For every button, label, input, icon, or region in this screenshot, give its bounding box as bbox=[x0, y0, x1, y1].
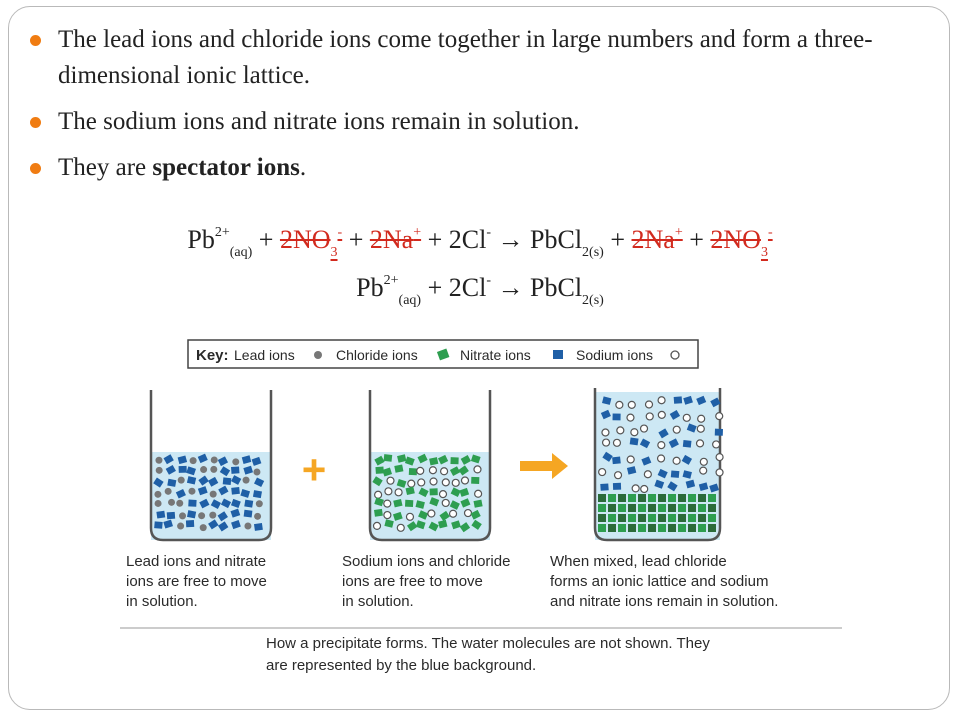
lattice-ion bbox=[608, 494, 616, 502]
lead-ion bbox=[156, 467, 163, 474]
eq-plus: + bbox=[427, 225, 443, 254]
sodium-ion bbox=[641, 425, 648, 432]
lead-ion bbox=[178, 477, 185, 484]
sodium-ion bbox=[617, 427, 624, 434]
caption-3-line: forms an ionic lattice and sodium bbox=[550, 573, 769, 590]
lattice-ion bbox=[688, 494, 696, 502]
nitrate-ion bbox=[683, 440, 692, 448]
lattice-ion bbox=[678, 504, 686, 512]
sodium-ion bbox=[474, 466, 481, 473]
lead-ion bbox=[254, 513, 261, 520]
nitrate-ion bbox=[167, 512, 175, 519]
sodium-ion bbox=[430, 478, 437, 485]
lead-ion bbox=[168, 499, 175, 506]
full-ionic-equation bbox=[0, 218, 960, 268]
lattice-ion bbox=[648, 524, 656, 532]
eq-arrow: → bbox=[497, 273, 524, 302]
sodium-ion bbox=[616, 401, 623, 408]
lattice-ion bbox=[638, 514, 646, 522]
sodium-ion bbox=[602, 429, 609, 436]
chloride-ion bbox=[384, 454, 393, 462]
eq-charge: - bbox=[337, 225, 343, 240]
nitrate-ion bbox=[674, 396, 682, 403]
lattice-ion bbox=[618, 514, 626, 522]
sodium-ion bbox=[442, 499, 449, 506]
lattice-ion bbox=[618, 494, 626, 502]
sodium-ion bbox=[417, 467, 424, 474]
sodium-ion bbox=[375, 491, 382, 498]
nitrate-ion bbox=[186, 520, 194, 527]
figure-footer-line: How a precipitate forms. The water molecules are not shown. They bbox=[266, 635, 710, 652]
lead-ion bbox=[210, 466, 217, 473]
chloride-ion bbox=[450, 457, 458, 464]
lead-ion bbox=[243, 477, 250, 484]
chloride-ion bbox=[374, 509, 383, 517]
nitrate-ion bbox=[231, 487, 240, 495]
caption-2-line: Sodium ions and chloride bbox=[342, 553, 511, 570]
sodium-ion bbox=[673, 457, 680, 464]
eq-state: (aq) bbox=[229, 245, 253, 260]
sodium-ion bbox=[384, 500, 391, 507]
eq-charge: - bbox=[767, 225, 773, 240]
sodium-ion bbox=[632, 485, 639, 492]
struck-nitrate-term bbox=[279, 225, 343, 260]
lead-ion bbox=[155, 457, 162, 464]
lead-ion bbox=[253, 468, 260, 475]
lattice-ion bbox=[708, 504, 716, 512]
lattice-ion bbox=[698, 494, 706, 502]
struck-sodium-term bbox=[370, 225, 421, 254]
nitrate-ion bbox=[231, 466, 239, 473]
nitrate-ion bbox=[600, 483, 608, 490]
lattice-ion bbox=[638, 504, 646, 512]
sodium-ion bbox=[697, 440, 704, 447]
eq-term: 2NO bbox=[710, 225, 761, 254]
lead-ion bbox=[188, 488, 195, 495]
lattice-ion bbox=[658, 514, 666, 522]
grey-circle-icon bbox=[314, 351, 322, 359]
sodium-ion bbox=[385, 488, 392, 495]
lead-ion bbox=[155, 500, 162, 507]
nitrate-ion bbox=[630, 437, 639, 445]
lattice-ion bbox=[678, 514, 686, 522]
eq-arrow: → bbox=[497, 225, 524, 254]
sodium-ion bbox=[697, 425, 704, 432]
lead-ion bbox=[177, 523, 184, 530]
lattice-ion bbox=[708, 514, 716, 522]
lattice-ion bbox=[648, 494, 656, 502]
lattice-ion bbox=[688, 514, 696, 522]
lattice-ion bbox=[608, 504, 616, 512]
lattice-ion bbox=[608, 524, 616, 532]
lattice-ion bbox=[698, 524, 706, 532]
lattice-ion bbox=[598, 494, 606, 502]
key-label-sodium: Sodium ions bbox=[576, 347, 654, 363]
lead-ion bbox=[211, 456, 218, 463]
caption-1-line: ions are free to move bbox=[126, 573, 267, 590]
plus-symbol: + bbox=[301, 446, 327, 493]
eq-subscript: 2(s) bbox=[582, 293, 604, 308]
sodium-ion bbox=[397, 524, 404, 531]
lattice-ion bbox=[638, 494, 646, 502]
lead-ion bbox=[154, 491, 161, 498]
eq-plus: + bbox=[348, 225, 364, 254]
lattice-ion bbox=[668, 504, 676, 512]
lattice-ion bbox=[668, 514, 676, 522]
sodium-ion bbox=[440, 491, 447, 498]
lattice-ion bbox=[628, 514, 636, 522]
struck-sodium-term bbox=[632, 225, 683, 254]
sodium-ion bbox=[698, 415, 705, 422]
bullet-item bbox=[30, 104, 920, 140]
caption-1-line: Lead ions and nitrate bbox=[126, 553, 267, 570]
sodium-ion bbox=[395, 489, 402, 496]
sodium-ion bbox=[442, 479, 449, 486]
lattice-ion bbox=[668, 494, 676, 502]
eq-plus: + bbox=[427, 273, 443, 302]
eq-plus: + bbox=[258, 225, 274, 254]
sodium-ion bbox=[475, 490, 482, 497]
lattice-ion bbox=[648, 514, 656, 522]
precipitate-figure bbox=[120, 330, 842, 682]
chloride-ion bbox=[430, 488, 438, 495]
sodium-ion bbox=[631, 429, 638, 436]
blue-square-icon bbox=[553, 350, 563, 359]
key-title: Key: bbox=[196, 347, 229, 364]
eq-charge: + bbox=[674, 225, 683, 240]
sodium-ion bbox=[406, 513, 413, 520]
nitrate-ion bbox=[613, 483, 621, 490]
lattice-ion bbox=[658, 504, 666, 512]
eq-term: PbCl bbox=[530, 273, 583, 302]
sodium-ion bbox=[658, 442, 665, 449]
lead-ion bbox=[232, 458, 239, 465]
sodium-ion bbox=[627, 456, 634, 463]
eq-term: Pb bbox=[187, 225, 215, 254]
sodium-ion bbox=[603, 439, 610, 446]
lead-ion bbox=[256, 500, 263, 507]
sodium-ion bbox=[450, 510, 457, 517]
sodium-ion bbox=[627, 414, 634, 421]
lattice-ion bbox=[678, 494, 686, 502]
lead-ion bbox=[176, 500, 183, 507]
lead-ion bbox=[179, 512, 186, 519]
sodium-ion bbox=[452, 479, 459, 486]
sodium-ion bbox=[628, 401, 635, 408]
lead-ion bbox=[190, 457, 197, 464]
key-label-chloride: Chloride ions bbox=[336, 347, 418, 363]
eq-term: 2Na bbox=[369, 225, 414, 254]
bold-term: spectator ions bbox=[152, 154, 300, 181]
sodium-ion bbox=[716, 413, 723, 420]
sodium-ion bbox=[418, 479, 425, 486]
bullet-item bbox=[30, 150, 920, 186]
sodium-ion bbox=[464, 510, 471, 517]
eq-subscript: 3 bbox=[760, 245, 768, 260]
nitrate-ion bbox=[167, 479, 176, 487]
sodium-ion bbox=[441, 468, 448, 475]
lead-ion bbox=[200, 466, 207, 473]
lattice-ion bbox=[658, 494, 666, 502]
caption-3-line: When mixed, lead chloride bbox=[550, 553, 727, 570]
eq-term: 2Cl bbox=[448, 225, 487, 254]
bullet-item bbox=[30, 22, 920, 94]
nitrate-ion bbox=[671, 470, 680, 477]
precipitate-diagram bbox=[120, 330, 842, 682]
nitrate-ion bbox=[254, 523, 263, 531]
bullet-text: The sodium ions and nitrate ions remain in solution. bbox=[58, 108, 580, 135]
sodium-ion bbox=[613, 439, 620, 446]
lattice-ion bbox=[618, 504, 626, 512]
caption-2-line: in solution. bbox=[342, 593, 414, 610]
lattice-ion bbox=[608, 514, 616, 522]
lattice-ion bbox=[648, 504, 656, 512]
eq-term: PbCl bbox=[530, 225, 583, 254]
nitrate-ion bbox=[613, 413, 621, 420]
eq-term: 2Cl bbox=[448, 273, 487, 302]
lattice-ion bbox=[708, 494, 716, 502]
sodium-ion bbox=[408, 480, 415, 487]
sodium-ion bbox=[646, 413, 653, 420]
nitrate-ion bbox=[223, 477, 232, 485]
chloride-ion bbox=[405, 500, 413, 507]
eq-charge: 2+ bbox=[214, 225, 230, 240]
caption-3-line: and nitrate ions remain in solution. bbox=[550, 593, 779, 610]
eq-term: Pb bbox=[356, 273, 384, 302]
nitrate-ion bbox=[188, 500, 196, 507]
bullet-text: The lead ions and chloride ions come together in large numbers and form a three-dimensional ionic lattice. bbox=[58, 26, 873, 89]
sodium-ion bbox=[658, 397, 665, 404]
sodium-ion bbox=[646, 401, 653, 408]
nitrate-ion bbox=[715, 429, 723, 436]
eq-plus: + bbox=[610, 225, 625, 254]
lattice-ion bbox=[638, 524, 646, 532]
lattice-ion bbox=[658, 524, 666, 532]
key-label-lead: Lead ions bbox=[234, 347, 295, 363]
eq-subscript: 2(s) bbox=[582, 245, 604, 260]
caption-1-line: in solution. bbox=[126, 593, 198, 610]
key-label-nitrate: Nitrate ions bbox=[460, 347, 531, 363]
nitrate-ion bbox=[154, 521, 163, 528]
lattice-ion bbox=[598, 514, 606, 522]
net-ionic-equation bbox=[0, 266, 960, 316]
sodium-ion bbox=[384, 512, 391, 519]
lattice-ion bbox=[668, 524, 676, 532]
sodium-ion bbox=[700, 467, 707, 474]
sodium-ion bbox=[683, 414, 690, 421]
lattice-ion bbox=[628, 494, 636, 502]
bullet-text: They are bbox=[58, 154, 153, 181]
sodium-ion bbox=[716, 469, 723, 476]
lattice-ion bbox=[688, 504, 696, 512]
eq-charge: - bbox=[486, 273, 492, 288]
lattice-ion bbox=[628, 524, 636, 532]
figure-footer-line: are represented by the blue background. bbox=[266, 657, 537, 674]
eq-term: 2Na bbox=[631, 225, 675, 254]
sodium-ion bbox=[429, 467, 436, 474]
eq-plus: + bbox=[689, 225, 704, 254]
lattice-ion bbox=[698, 514, 706, 522]
nitrate-ion bbox=[612, 457, 621, 465]
nitrate-ion bbox=[156, 511, 165, 519]
nitrate-ion bbox=[244, 500, 253, 508]
lattice-ion bbox=[598, 524, 606, 532]
eq-state: (aq) bbox=[398, 293, 422, 308]
sodium-ion bbox=[461, 477, 468, 484]
sodium-ion bbox=[658, 411, 665, 418]
sodium-ion bbox=[713, 441, 720, 448]
sodium-ion bbox=[374, 522, 381, 529]
caption-2-line: ions are free to move bbox=[342, 573, 483, 590]
bullet-list bbox=[30, 22, 920, 196]
lattice-ion bbox=[598, 504, 606, 512]
eq-charge: + bbox=[413, 225, 422, 240]
lattice-ion bbox=[708, 524, 716, 532]
nitrate-ion bbox=[179, 466, 187, 473]
lattice-ion bbox=[688, 524, 696, 532]
nitrate-ion bbox=[244, 510, 253, 518]
sodium-ion bbox=[387, 477, 394, 484]
sodium-ion bbox=[644, 471, 651, 478]
nitrate-ion bbox=[253, 490, 262, 498]
lattice-ion bbox=[618, 524, 626, 532]
sodium-ion bbox=[641, 485, 648, 492]
bullet-text: . bbox=[299, 154, 307, 181]
eq-subscript: 3 bbox=[330, 245, 338, 260]
eq-term: 2NO bbox=[279, 225, 331, 254]
sodium-ion bbox=[673, 426, 680, 433]
chloride-ion bbox=[471, 477, 479, 484]
sodium-ion bbox=[658, 455, 665, 462]
sodium-ion bbox=[615, 472, 622, 479]
sodium-ion bbox=[599, 469, 606, 476]
struck-nitrate-term bbox=[710, 225, 773, 260]
eq-charge: - bbox=[486, 225, 492, 240]
chloride-ion bbox=[409, 468, 417, 475]
lead-ion bbox=[209, 512, 216, 519]
sodium-ion bbox=[716, 454, 723, 461]
lead-ion bbox=[200, 524, 207, 531]
lattice-ion bbox=[678, 524, 686, 532]
sodium-ion bbox=[700, 458, 707, 465]
lead-ion bbox=[198, 512, 205, 519]
white-circle-icon bbox=[671, 351, 679, 359]
lead-ion bbox=[210, 491, 217, 498]
lattice-ion bbox=[628, 504, 636, 512]
lead-ion bbox=[244, 522, 251, 529]
lattice-ion bbox=[698, 504, 706, 512]
lead-ion bbox=[165, 488, 172, 495]
eq-charge: 2+ bbox=[383, 273, 399, 288]
sodium-ion bbox=[428, 510, 435, 517]
